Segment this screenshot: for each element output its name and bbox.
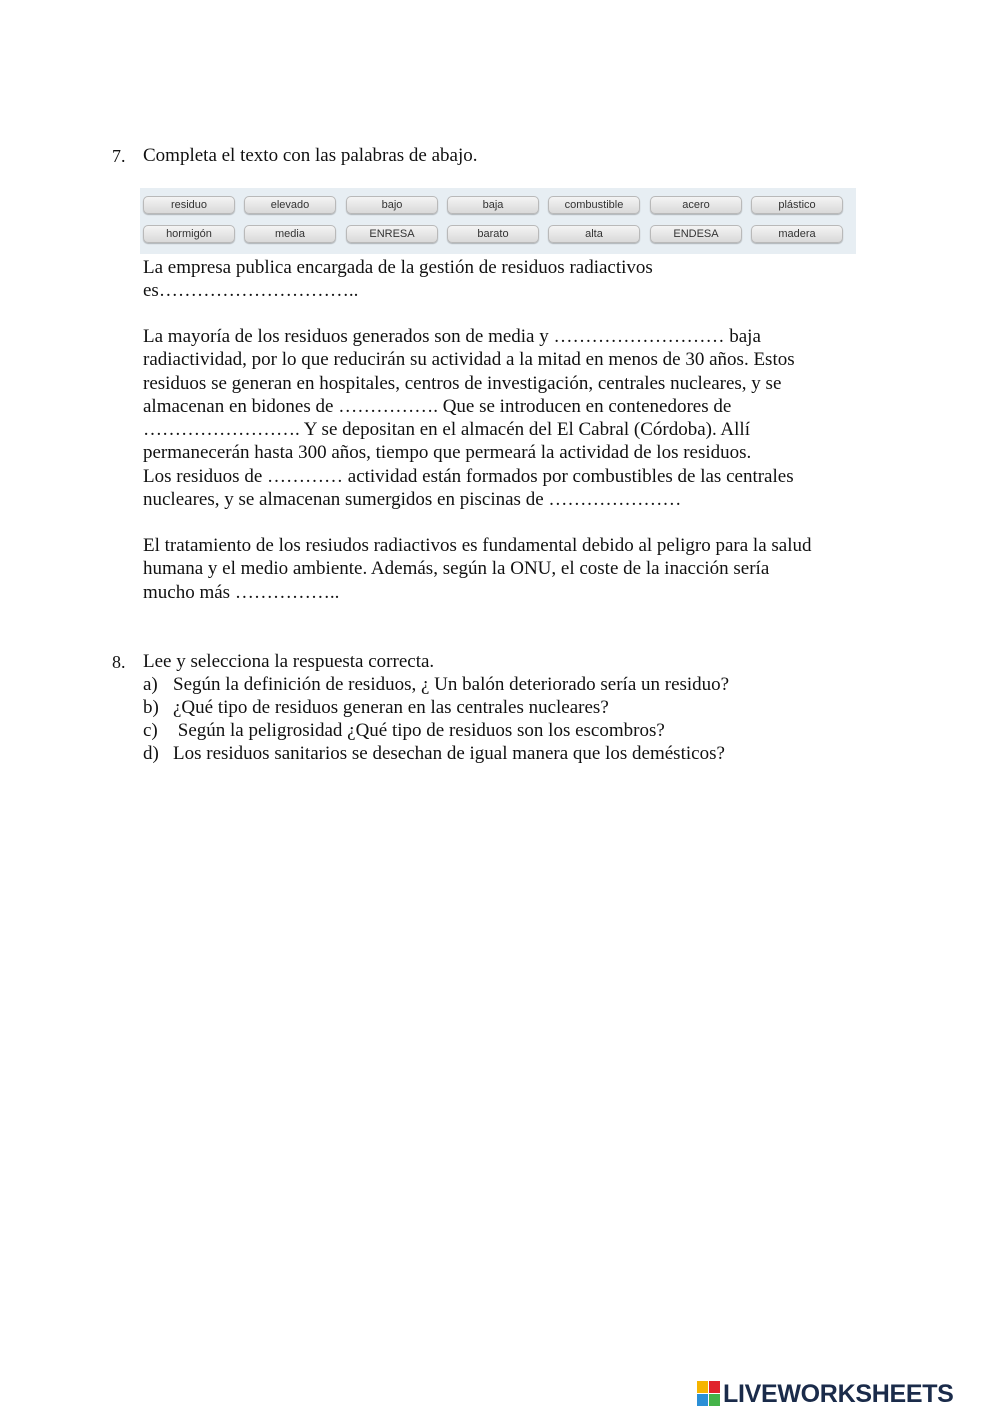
item-text: Según la peligrosidad ¿Qué tipo de residuos son los escombros?	[173, 720, 665, 741]
text-line: residuos se generan en hospitales, centros de investigación, centrales nucleares, y se	[143, 372, 782, 394]
question-8-item	[143, 719, 665, 742]
question-7-number: 7.	[112, 146, 126, 166]
word-chip[interactable]: acero	[650, 196, 742, 214]
item-letter: b)	[143, 697, 159, 718]
word-chip[interactable]: baja	[447, 196, 539, 214]
text-line: radiactividad, por lo que reducirán su actividad a la mitad en menos de 30 años. Estos	[143, 349, 795, 371]
question-8-item	[143, 673, 729, 696]
word-chip[interactable]: media	[244, 225, 336, 243]
text-line: mucho más ……………..	[143, 581, 340, 603]
text-line: ……………………. Y se depositan en el almacén del El Cabral (Córdoba). Allí	[143, 419, 750, 441]
text-line: nucleares, y se almacenan sumergidos en piscinas de …………………	[143, 489, 682, 511]
text-line: El tratamiento de los resiudos radiactivos es fundamental debido al peligro para la salud	[143, 535, 812, 556]
question-8-number: 8.	[112, 652, 126, 672]
text-line: Los residuos de ………… actividad están formados por combustibles de las centrales	[143, 465, 794, 487]
text-line: almacenan en bidones de ……………. Que se introducen en contenedores de	[143, 395, 732, 417]
item-text: Según la definición de residuos, ¿ Un balón deteriorado sería un residuo?	[173, 674, 730, 695]
liveworksheets-icon	[697, 1381, 721, 1407]
text-line: La mayoría de los residuos generados son de media y ……………………… baja	[143, 326, 761, 347]
word-chip[interactable]: hormigón	[143, 225, 235, 243]
word-chip[interactable]: combustible	[548, 196, 640, 214]
logo-text: LIVEWORKSHEETS	[723, 1379, 954, 1408]
word-chip[interactable]: plástico	[751, 196, 843, 214]
word-chip[interactable]: alta	[548, 225, 640, 243]
text-line: es…………………………..	[143, 280, 359, 302]
word-chip[interactable]: residuo	[143, 196, 235, 214]
liveworksheets-logo	[697, 1379, 954, 1409]
paragraph-enresa	[143, 256, 858, 303]
item-text: ¿Qué tipo de residuos generan en las centrales nucleares?	[173, 697, 609, 718]
word-bank	[140, 188, 856, 254]
word-chip[interactable]: elevado	[244, 196, 336, 214]
item-text: Los residuos sanitarios se desechan de igual manera que los demésticos?	[173, 743, 725, 764]
question-8-prompt: Lee y selecciona la respuesta correcta.	[143, 651, 435, 672]
question-8-item	[143, 696, 609, 719]
word-chip[interactable]: bajo	[346, 196, 438, 214]
item-letter: c)	[143, 720, 158, 741]
word-chip[interactable]: ENRESA	[346, 225, 438, 243]
paragraph-residuos-media-baja	[143, 325, 858, 511]
word-chip[interactable]: barato	[447, 225, 539, 243]
paragraph-tratamiento	[143, 534, 858, 604]
text-line: permanecerán hasta 300 años, tiempo que permeará la actividad de los residuos.	[143, 442, 752, 464]
question-8-item	[143, 742, 725, 765]
item-letter: d)	[143, 743, 159, 764]
item-letter: a)	[143, 674, 158, 695]
word-chip[interactable]: madera	[751, 225, 843, 243]
question-7-prompt: Completa el texto con las palabras de abajo.	[143, 145, 478, 166]
text-line: humana y el medio ambiente. Además, según la ONU, el coste de la inacción sería	[143, 558, 770, 580]
word-chip[interactable]: ENDESA	[650, 225, 742, 243]
text-line: La empresa publica encargada de la gestión de residuos radiactivos	[143, 257, 653, 278]
